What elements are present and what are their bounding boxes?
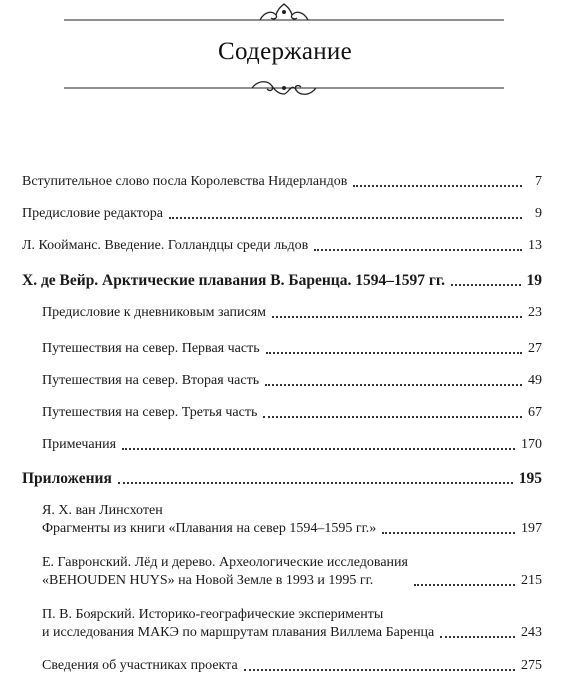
toc-entry-title-line2: и исследования МАКЭ по маршрутам плавания Виллема Баренца bbox=[42, 625, 435, 640]
toc-entry-title-line1: Е. Гавронский. Лёд и дерево. Археологические исследования bbox=[42, 555, 408, 570]
toc-entry-title-line1: П. В. Боярский. Историко-географические эксперименты bbox=[42, 607, 384, 622]
toc-entry-title-line2: «BEHOUDEN HUYS» на Новой Земле в 1993 и 1995 гг. bbox=[42, 573, 374, 588]
toc-page-number: 9 bbox=[535, 206, 542, 221]
toc-page-number: 67 bbox=[528, 405, 542, 420]
leader-dots bbox=[414, 584, 515, 586]
toc-entry-title: Приложения bbox=[22, 470, 112, 487]
toc-entry[interactable] bbox=[42, 554, 542, 590]
toc-page-number: 275 bbox=[521, 658, 542, 673]
toc-entry[interactable] bbox=[42, 340, 542, 358]
toc-page-number: 170 bbox=[521, 437, 542, 452]
leader-dots bbox=[265, 384, 522, 386]
leader-dots bbox=[122, 448, 515, 450]
toc-page-number: 23 bbox=[528, 305, 542, 320]
toc-entry[interactable] bbox=[42, 304, 542, 322]
leader-dots bbox=[451, 284, 520, 286]
toc-entry-title: Примечания bbox=[42, 437, 117, 452]
leader-dots bbox=[244, 669, 515, 671]
leader-dots bbox=[353, 185, 522, 187]
toc-entry-title: Предисловие редактора bbox=[22, 206, 163, 221]
toc-entry[interactable] bbox=[22, 173, 542, 191]
leader-dots bbox=[169, 217, 522, 219]
toc-entry-title-line2: Фрагменты из книги «Плавания на север 1594–1595 гг.» bbox=[42, 521, 377, 536]
toc-page-number: 13 bbox=[528, 238, 542, 253]
leader-dots bbox=[440, 636, 515, 638]
toc-page-number: 27 bbox=[528, 341, 542, 356]
leader-dots bbox=[266, 352, 522, 354]
toc-entry-title-line1: Я. Х. ван Линсхотен bbox=[42, 503, 163, 518]
leader-dots bbox=[118, 482, 513, 484]
toc-entry[interactable] bbox=[42, 606, 542, 642]
toc-section-heading[interactable] bbox=[22, 470, 542, 488]
toc-entry-title bbox=[42, 554, 408, 590]
toc-page-number: 215 bbox=[521, 573, 542, 588]
toc-page-number: 195 bbox=[518, 470, 542, 487]
toc-entry[interactable] bbox=[22, 237, 542, 255]
toc-entry[interactable] bbox=[42, 436, 542, 454]
toc-entry[interactable] bbox=[42, 404, 542, 422]
toc-entry-title bbox=[42, 606, 434, 642]
toc-entry[interactable] bbox=[42, 372, 542, 390]
toc-entry-title: Сведения об участниках проекта bbox=[42, 658, 238, 673]
toc-entry-title: Путешествия на север. Вторая часть bbox=[42, 373, 260, 388]
toc-entry-title bbox=[42, 502, 376, 538]
leader-dots bbox=[314, 249, 522, 251]
leader-dots bbox=[382, 532, 515, 534]
toc-entry-title: Л. Кооймaнс. Введение. Голландцы среди льдов bbox=[22, 238, 309, 253]
toc-entry-title: Вступительное слово посла Королевства Нидерландов bbox=[22, 174, 348, 189]
toc-entry[interactable] bbox=[42, 657, 542, 675]
toc-section-heading[interactable] bbox=[22, 272, 542, 290]
toc-page-number: 197 bbox=[521, 521, 542, 536]
toc-page-number: 49 bbox=[528, 373, 542, 388]
toc-entry-title: Путешествия на север. Первая часть bbox=[42, 341, 260, 356]
page-title: Содержание bbox=[218, 38, 352, 65]
toc-page-number: 19 bbox=[526, 272, 542, 289]
toc-entry[interactable] bbox=[22, 205, 542, 223]
toc-entry-title: Путешествия на север. Третья часть bbox=[42, 405, 258, 420]
leader-dots bbox=[272, 316, 522, 318]
toc-entry[interactable] bbox=[42, 502, 542, 538]
toc-entry-title: Предисловие к дневниковым записям bbox=[42, 305, 267, 320]
toc-page-number: 7 bbox=[535, 174, 542, 189]
toc-entry-title: Х. де Вейр. Арктические плавания В. Баренца. 1594–1597 гг. bbox=[22, 272, 446, 289]
toc-page-number: 243 bbox=[521, 625, 542, 640]
leader-dots bbox=[263, 416, 522, 418]
